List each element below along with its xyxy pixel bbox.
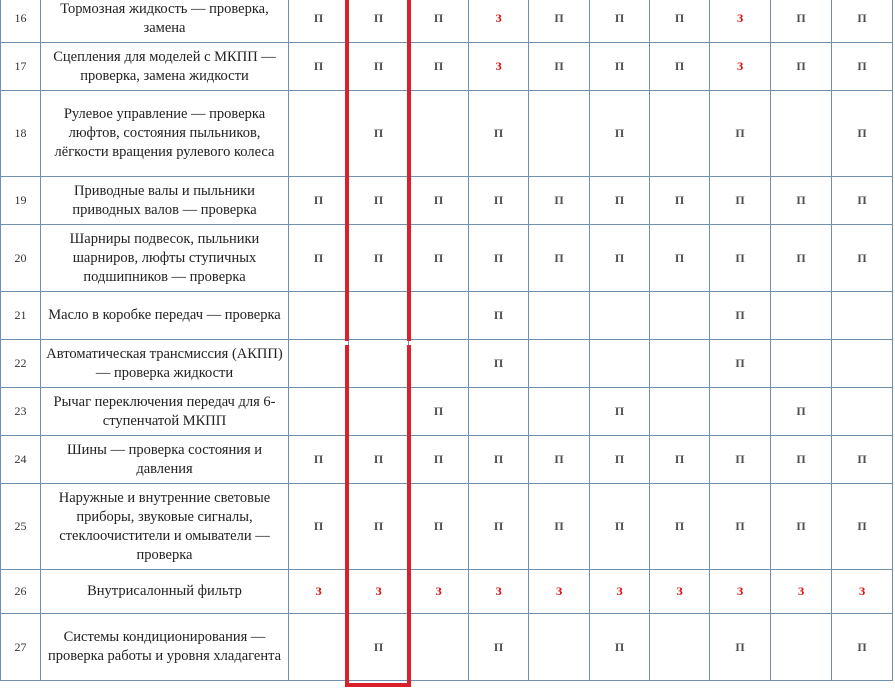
service-mark-cell: П bbox=[590, 225, 650, 292]
operation-description: Шины — проверка состояния и давления bbox=[41, 436, 289, 484]
service-mark-cell: П bbox=[832, 436, 893, 484]
service-mark-cell bbox=[590, 292, 650, 340]
service-mark-cell bbox=[832, 388, 893, 436]
service-mark-cell bbox=[771, 340, 832, 388]
service-mark-cell: П bbox=[771, 177, 832, 225]
operation-description: Шарниры подвесок, пыльники шарниров, люфты ступичных подшипников — проверка bbox=[41, 225, 289, 292]
service-mark-cell: П bbox=[710, 340, 771, 388]
row-number: 24 bbox=[1, 436, 41, 484]
service-mark-cell: З bbox=[469, 570, 529, 614]
service-mark-cell: П bbox=[349, 225, 409, 292]
service-mark-cell: П bbox=[409, 388, 469, 436]
row-number: 27 bbox=[1, 614, 41, 681]
service-mark-cell: П bbox=[409, 225, 469, 292]
service-mark-cell: П bbox=[650, 0, 710, 43]
service-mark-cell: З bbox=[650, 570, 710, 614]
service-mark-cell: З bbox=[349, 570, 409, 614]
service-mark-cell: П bbox=[349, 614, 409, 681]
service-mark-cell bbox=[289, 91, 349, 177]
operation-description: Приводные валы и пыльники приводных валов — проверка bbox=[41, 177, 289, 225]
service-mark-cell bbox=[771, 614, 832, 681]
service-mark-cell: З bbox=[529, 570, 590, 614]
service-mark-cell bbox=[409, 614, 469, 681]
service-mark-cell: П bbox=[650, 436, 710, 484]
service-mark-cell: П bbox=[469, 177, 529, 225]
service-mark-cell: П bbox=[349, 43, 409, 91]
table-row bbox=[1, 91, 893, 177]
service-mark-cell bbox=[409, 340, 469, 388]
service-mark-cell: П bbox=[469, 484, 529, 570]
service-mark-cell: П bbox=[469, 292, 529, 340]
row-number: 23 bbox=[1, 388, 41, 436]
service-mark-cell: П bbox=[590, 614, 650, 681]
service-mark-cell bbox=[650, 614, 710, 681]
service-mark-cell: З bbox=[289, 570, 349, 614]
service-mark-cell: П bbox=[832, 43, 893, 91]
service-mark-cell bbox=[650, 388, 710, 436]
service-mark-cell: П bbox=[469, 340, 529, 388]
row-number: 19 bbox=[1, 177, 41, 225]
table-row bbox=[1, 43, 893, 91]
service-mark-cell: З bbox=[710, 570, 771, 614]
row-number: 16 bbox=[1, 0, 41, 43]
operation-description: Масло в коробке передач — проверка bbox=[41, 292, 289, 340]
table-row bbox=[1, 340, 893, 388]
service-mark-cell: П bbox=[590, 436, 650, 484]
row-number: 17 bbox=[1, 43, 41, 91]
service-mark-cell: П bbox=[409, 177, 469, 225]
service-mark-cell bbox=[289, 292, 349, 340]
service-mark-cell: З bbox=[832, 570, 893, 614]
table-body bbox=[1, 0, 893, 681]
service-mark-cell bbox=[650, 292, 710, 340]
service-mark-cell: П bbox=[469, 614, 529, 681]
table-row bbox=[1, 225, 893, 292]
service-mark-cell: З bbox=[710, 0, 771, 43]
service-mark-cell bbox=[529, 340, 590, 388]
service-mark-cell: П bbox=[409, 484, 469, 570]
service-mark-cell: П bbox=[469, 436, 529, 484]
service-mark-cell: П bbox=[771, 484, 832, 570]
service-mark-cell: П bbox=[771, 0, 832, 43]
service-mark-cell bbox=[289, 388, 349, 436]
row-number: 21 bbox=[1, 292, 41, 340]
service-mark-cell: П bbox=[289, 0, 349, 43]
table-row bbox=[1, 614, 893, 681]
service-mark-cell: П bbox=[289, 225, 349, 292]
service-mark-cell: П bbox=[469, 91, 529, 177]
service-mark-cell: П bbox=[710, 292, 771, 340]
service-mark-cell bbox=[832, 340, 893, 388]
service-mark-cell bbox=[710, 388, 771, 436]
row-number: 25 bbox=[1, 484, 41, 570]
row-number: 26 bbox=[1, 570, 41, 614]
highlight-frame-top bbox=[345, 0, 411, 341]
service-mark-cell bbox=[650, 91, 710, 177]
operation-description: Автоматическая трансмиссия (АКПП) — проверка жидкости bbox=[41, 340, 289, 388]
service-mark-cell: П bbox=[409, 43, 469, 91]
service-mark-cell: П bbox=[650, 177, 710, 225]
service-mark-cell bbox=[771, 91, 832, 177]
service-mark-cell: П bbox=[832, 484, 893, 570]
service-mark-cell: З bbox=[771, 570, 832, 614]
service-mark-cell: П bbox=[529, 484, 590, 570]
service-mark-cell: З bbox=[469, 0, 529, 43]
service-mark-cell: П bbox=[590, 43, 650, 91]
table-row bbox=[1, 0, 893, 43]
table-row bbox=[1, 436, 893, 484]
service-mark-cell: П bbox=[349, 436, 409, 484]
service-mark-cell: П bbox=[771, 43, 832, 91]
service-mark-cell: П bbox=[710, 177, 771, 225]
service-mark-cell: П bbox=[650, 484, 710, 570]
table-row bbox=[1, 388, 893, 436]
table-row bbox=[1, 177, 893, 225]
service-mark-cell: П bbox=[409, 0, 469, 43]
service-mark-cell: П bbox=[710, 91, 771, 177]
row-number: 20 bbox=[1, 225, 41, 292]
service-mark-cell: П bbox=[409, 436, 469, 484]
service-mark-cell: П bbox=[349, 0, 409, 43]
table-row bbox=[1, 292, 893, 340]
service-mark-cell bbox=[289, 340, 349, 388]
service-mark-cell: П bbox=[590, 388, 650, 436]
service-mark-cell: З bbox=[710, 43, 771, 91]
service-mark-cell: П bbox=[650, 43, 710, 91]
service-mark-cell: П bbox=[832, 91, 893, 177]
operation-description: Тормозная жидкость — проверка, замена bbox=[41, 0, 289, 43]
service-mark-cell bbox=[409, 91, 469, 177]
service-mark-cell bbox=[529, 614, 590, 681]
service-mark-cell: П bbox=[590, 177, 650, 225]
service-mark-cell: П bbox=[771, 388, 832, 436]
service-mark-cell: П bbox=[529, 436, 590, 484]
row-number: 22 bbox=[1, 340, 41, 388]
table-row bbox=[1, 484, 893, 570]
row-number: 18 bbox=[1, 91, 41, 177]
service-mark-cell: П bbox=[832, 177, 893, 225]
service-mark-cell bbox=[529, 388, 590, 436]
service-mark-cell bbox=[409, 292, 469, 340]
operation-description: Системы кондиционирования — проверка работы и уровня хладагента bbox=[41, 614, 289, 681]
service-mark-cell: П bbox=[529, 177, 590, 225]
service-mark-cell bbox=[650, 340, 710, 388]
table-row bbox=[1, 570, 893, 614]
service-mark-cell bbox=[590, 340, 650, 388]
service-mark-cell bbox=[832, 292, 893, 340]
service-mark-cell: П bbox=[771, 436, 832, 484]
service-mark-cell: З bbox=[409, 570, 469, 614]
service-mark-cell: П bbox=[832, 0, 893, 43]
service-mark-cell: П bbox=[349, 91, 409, 177]
highlight-frame-bottom bbox=[345, 345, 411, 687]
service-mark-cell: З bbox=[469, 43, 529, 91]
service-mark-cell: П bbox=[710, 614, 771, 681]
service-mark-cell bbox=[771, 292, 832, 340]
service-mark-cell: П bbox=[771, 225, 832, 292]
service-mark-cell: П bbox=[650, 225, 710, 292]
operation-description: Сцепления для моделей с МКПП — проверка, замена жидкости bbox=[41, 43, 289, 91]
service-mark-cell: П bbox=[289, 177, 349, 225]
service-mark-cell bbox=[469, 388, 529, 436]
service-mark-cell: З bbox=[590, 570, 650, 614]
service-mark-cell: П bbox=[590, 91, 650, 177]
service-mark-cell: П bbox=[832, 225, 893, 292]
service-mark-cell: П bbox=[710, 436, 771, 484]
operation-description: Рычаг переключения передач для 6-ступенчатой МКПП bbox=[41, 388, 289, 436]
service-mark-cell: П bbox=[289, 43, 349, 91]
service-mark-cell: П bbox=[289, 484, 349, 570]
service-mark-cell: П bbox=[529, 0, 590, 43]
operation-description: Наружные и внутренние световые приборы, звуковые сигналы, стеклоочистители и омыватели — проверка bbox=[41, 484, 289, 570]
service-mark-cell: П bbox=[832, 614, 893, 681]
service-mark-cell: П bbox=[349, 177, 409, 225]
service-mark-cell: П bbox=[710, 225, 771, 292]
service-mark-cell bbox=[529, 292, 590, 340]
operation-description: Рулевое управление — проверка люфтов, состояния пыльников, лёгкости вращения рулевого колеса bbox=[41, 91, 289, 177]
service-mark-cell: П bbox=[529, 43, 590, 91]
service-mark-cell: П bbox=[710, 484, 771, 570]
service-mark-cell: П bbox=[529, 225, 590, 292]
service-mark-cell: П bbox=[590, 484, 650, 570]
service-mark-cell bbox=[289, 614, 349, 681]
service-mark-cell: П bbox=[469, 225, 529, 292]
operation-description: Внутрисалонный фильтр bbox=[41, 570, 289, 614]
service-mark-cell: П bbox=[289, 436, 349, 484]
service-mark-cell bbox=[529, 91, 590, 177]
service-mark-cell: П bbox=[349, 484, 409, 570]
service-mark-cell: П bbox=[590, 0, 650, 43]
